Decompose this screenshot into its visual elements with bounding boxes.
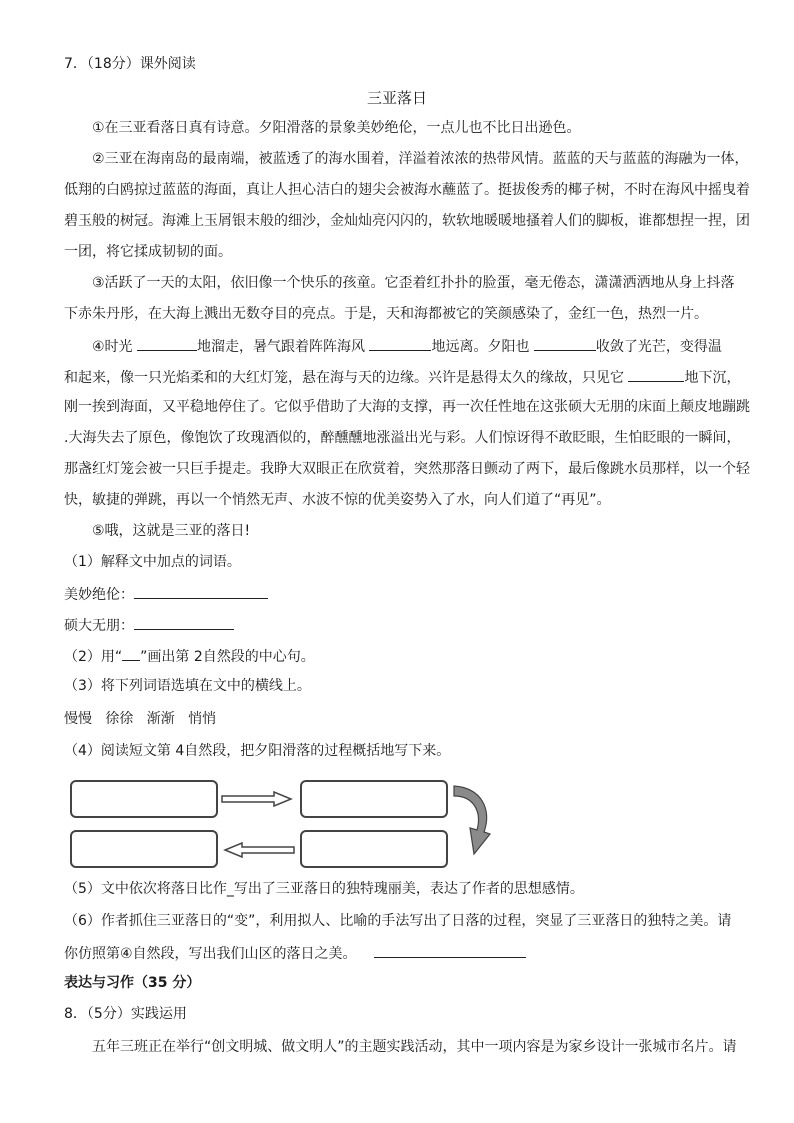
flow-box-1[interactable]	[70, 780, 218, 818]
section-heading: 表达与习作（35 分）	[64, 975, 201, 991]
p4-text-e: 和起来，像一只光焰柔和的大红灯笼，悬在海与天的边缘。兴许是悬得太久的缘故，只见它	[64, 370, 629, 386]
answer-blank-q6[interactable]	[374, 942, 526, 958]
word-3: 渐渐	[146, 711, 175, 727]
sub-question-3: （3）将下列词语选填在文中的横线上。	[64, 678, 311, 694]
paragraph-3-line-1: ③活跃了一天的太阳，依旧像一个快乐的孩童。它歪着红扑扑的脸蛋，毫无倦态，潇潇洒洒地从身上抖落	[92, 275, 735, 291]
sq2-text-a: （2）用“	[64, 649, 123, 665]
p4-text-f: 地下沉，	[684, 370, 741, 386]
flow-box-2[interactable]	[300, 780, 448, 818]
paragraph-4-line-2	[64, 366, 750, 388]
sq2-text-b: ”画出第 2自然段的中心句。	[140, 649, 315, 665]
blank-2[interactable]	[369, 335, 431, 351]
arrow-left-icon	[222, 842, 296, 858]
paragraph-4-line-5: 那盏红灯笼会被一只巨手提走。我睁大双眼正在欣赏着，突然那落日颤动了两下，最后像跳水员那样，以一个轻	[64, 461, 750, 477]
sub-question-6-line-1: （6）作者抓住三亚落日的“变”，利用拟人、比喻的手法写出了日落的过程，突显了三亚落日的独特之美。请	[64, 913, 732, 929]
blank-1[interactable]	[137, 335, 197, 351]
word-4: 悄悄	[188, 711, 217, 727]
paragraph-2-line-3: 碧玉般的树冠。海滩上玉屑银末般的细沙，金灿灿亮闪闪的，软软地暖暖地搔着人们的脚板，谁都想捏一捏，团	[64, 213, 750, 229]
paragraph-2-line-4: 一团，将它揉成韧韧的面。	[64, 244, 232, 260]
paragraph-2-line-2: 低翔的白鸥掠过蓝蓝的海面，真让人担心洁白的翅尖会被海水蘸蓝了。挺拔俊秀的椰子树，不时在海风中摇曳着	[64, 182, 750, 198]
p4-text-b: 地溜走，暑气跟着阵阵海风	[197, 339, 370, 355]
p4-text-a: ④时光	[92, 339, 138, 355]
curved-arrow-icon	[452, 782, 494, 864]
sub-question-2	[64, 645, 750, 667]
word-1: 慢慢	[64, 711, 92, 727]
q8-header: 8．（5分）实践运用	[64, 1006, 187, 1022]
term-meimiao: 美妙绝伦：	[64, 587, 134, 603]
paragraph-2-line-1: ②三亚在海南岛的最南端，被蓝透了的海水围着，洋溢着浓浓的热带风情。蓝蓝的天与蓝蓝的海融为一体，	[92, 151, 749, 167]
answer-blank-meimiao[interactable]	[134, 583, 268, 599]
blank-4[interactable]	[628, 366, 684, 382]
passage-title: 三亚落日	[366, 89, 427, 107]
paragraph-1: ①在三亚看落日真有诗意。夕阳滑落的景象美妙绝伦，一点儿也不比日出逊色。	[92, 120, 581, 136]
underline-sample	[122, 645, 140, 661]
arrow-right-icon	[220, 791, 294, 807]
word-2: 徐徐	[105, 711, 134, 727]
p4-text-c: 地远离。夕阳也	[431, 339, 534, 355]
flow-box-4[interactable]	[70, 830, 218, 868]
sub-question-1: （1）解释文中加点的词语。	[64, 554, 241, 570]
p4-text-d: 收敛了光芒，变得温	[595, 339, 722, 355]
flow-box-3[interactable]	[300, 830, 448, 868]
answer-line-meimiao	[64, 583, 750, 605]
term-shuoda: 硕大无朋：	[64, 618, 134, 634]
sub-question-4: （4）阅读短文第 4自然段，把夕阳滑落的过程概括地写下来。	[64, 743, 451, 759]
blank-3[interactable]	[534, 335, 596, 351]
paragraph-4-line-3: 刚一挨到海面，又平稳地停住了。它似乎借助了大海的支撑，再一次任性地在这张硕大无朋的床面上颠皮地蹦跳	[64, 399, 750, 415]
paragraph-3-line-2: 下赤朱丹彤，在大海上溅出无数夺目的亮点。于是，天和海都被它的笑颜感染了，金红一色，热烈一片。	[64, 306, 708, 322]
paragraph-4-line-4: .大海失去了原色，像饱饮了玫瑰酒似的，醉醺醺地涨溢出光与彩。人们惊讶得不敢眨眼，生怕眨眼的一瞬间，	[64, 430, 741, 446]
paragraph-5: ⑤哦，这就是三亚的落日!	[92, 523, 251, 539]
sq6-text: 你仿照第④自然段，写出我们山区的落日之美。	[64, 946, 357, 962]
q7-header: 7．（18分）课外阅读	[64, 56, 196, 72]
sub-question-6-line-2	[64, 942, 750, 964]
sub-question-5: （5）文中依次将落日比作_写出了三亚落日的独特瑰丽美，表达了作者的思想感情。	[64, 881, 584, 897]
word-bank	[64, 709, 750, 729]
paragraph-4-line-6: 快，敏捷的弹跳，再以一个悄然无声、水波不惊的优美姿势入了水，向人们道了“再见”。	[64, 492, 611, 508]
q8-line-1: 五年三班正在举行“创文明城、做文明人”的主题实践活动，其中一项内容是为家乡设计一张城市名片。请	[92, 1039, 737, 1055]
answer-blank-shuoda[interactable]	[134, 614, 234, 630]
answer-line-shuoda	[64, 614, 750, 636]
paragraph-4-line-1	[92, 335, 750, 357]
